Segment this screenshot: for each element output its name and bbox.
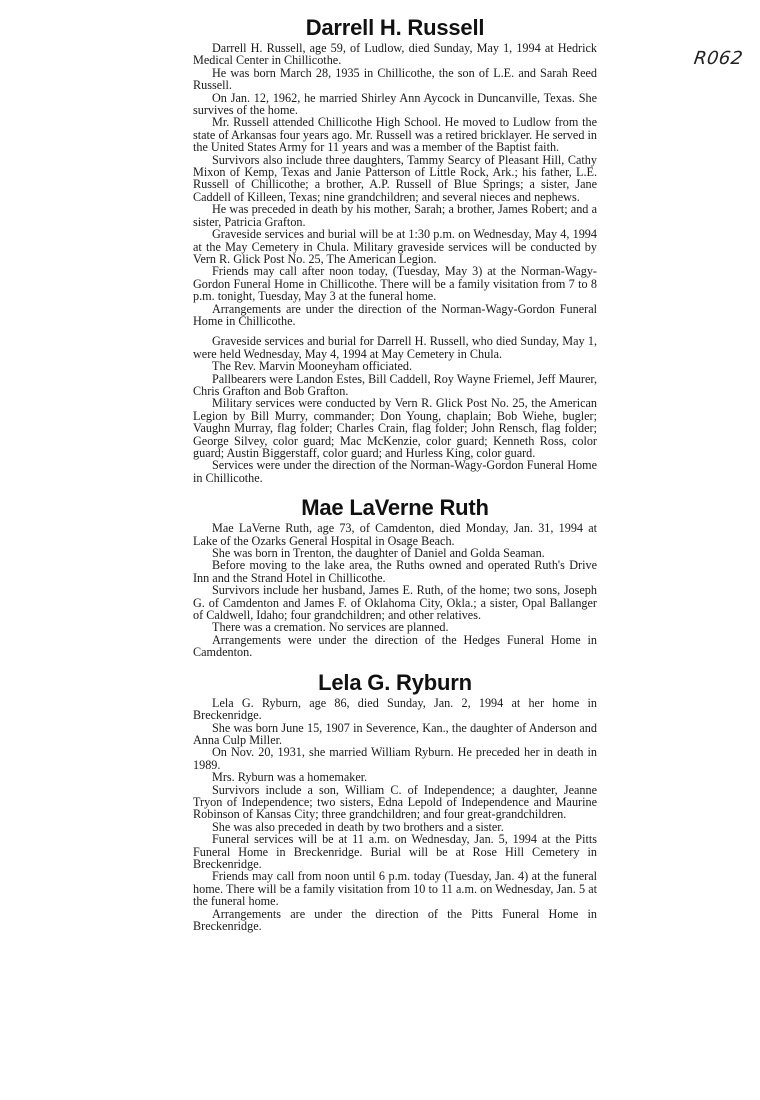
handwritten-reference-note: R062: [692, 48, 745, 69]
obituary-mae-ruth: [193, 496, 597, 658]
obituary-followup-paragraph: Pallbearers were Landon Estes, Bill Caddell, Roy Wayne Friemel, Jeff Maurer, Chris Grafton and Bob Grafton.: [193, 371, 597, 398]
obituary-heading: Lela G. Ryburn: [318, 669, 472, 695]
obituary-followup-paragraph: The Rev. Marvin Mooneyham officiated.: [212, 359, 413, 374]
obituary-paragraph: She was born in Trenton, the daughter of Daniel and Golda Seaman.: [212, 546, 545, 561]
obituary-paragraph: Survivors include her husband, James E. Ruth, of the home; two sons, Joseph G. of Camdenton and James F. of Oklahoma City, Okla.; a sister, Opal Ballanger of Caldwell, Idaho; four grandchildren; and other relatives.: [193, 583, 597, 623]
obituary-paragraph: She was born June 15, 1907 in Severence, Kan., the daughter of Anderson and Anna Culp Miller.: [193, 720, 597, 747]
obituary-followup-paragraph: Military services were conducted by Vern R. Glick Post No. 25, the American Legion by Bill Murry, commander; Don Young, chaplain; Bob Wiehe, bugler; Vaughn Murray, flag folder; Charles Crain, flag folder; John Rensch, flag folder; George Silvey, color guard; Mac McKenzie, color guard; Kenneth Ross, color guard; Austin Biggerstaff, color guard; and Hurless King, color guard.: [193, 396, 597, 460]
obituary-paragraph: Friends may call from noon until 6 p.m. today (Tuesday, Jan. 4) at the funeral home. There will be a family visitation from 10 to 11 a.m. on Wednesday, Jan. 5 at the funeral home.: [193, 869, 597, 909]
obituary-paragraph: Before moving to the lake area, the Ruths owned and operated Ruth's Drive Inn and the Strand Hotel in Chillicothe.: [193, 558, 597, 585]
obituary-paragraph: Arrangements were under the direction of the Hedges Funeral Home in Camdenton.: [193, 632, 597, 660]
obituary-paragraph: There was a cremation. No services are planned.: [212, 620, 449, 635]
obituary-paragraph: Graveside services and burial will be at 1:30 p.m. on Wednesday, May 4, 1994 at the May Cemetery in Chula. Military graveside services will be conducted by Vern R. Glick Post No. 25, The American Legion.: [193, 227, 597, 266]
obituary-darrell-russell: [193, 16, 597, 484]
obituary-paragraph: Arrangements are under the direction of the Pitts Funeral Home in Breckenridge.: [193, 906, 597, 933]
obituary-paragraph: Mae LaVerne Ruth, age 73, of Camdenton, died Monday, Jan. 31, 1994 at Lake of the Ozarks General Hospital in Osage Beach.: [193, 521, 597, 548]
obituary-paragraph: She was also preceded in death by two brothers and a sister.: [212, 819, 504, 834]
obituary-paragraph: He was preceded in death by his mother, Sarah; a brother, James Robert; and a sister, Patricia Grafton.: [193, 202, 597, 229]
obituary-paragraph: Lela G. Ryburn, age 86, died Sunday, Jan. 2, 1994 at her home in Breckenridge.: [193, 695, 597, 723]
obituary-lela-ryburn: [193, 671, 597, 933]
obituary-paragraph: Funeral services will be at 11 a.m. on Wednesday, Jan. 5, 1994 at the Pitts Funeral Home in Breckenridge. Burial will be at Rose Hill Cemetery in Breckenridge.: [193, 832, 597, 871]
obituary-paragraph: Mr. Russell attended Chillicothe High School. He moved to Ludlow from the state of Arkansas four years ago. Mr. Russell was a retired bricklayer. He served in the United States Army for 11 years and was a member of the Baptist faith.: [193, 115, 597, 155]
obituary-followup-paragraph: Graveside services and burial for Darrell H. Russell, who died Sunday, May 1, were held Wednesday, May 4, 1994 at May Cemetery in Chula.: [193, 334, 597, 361]
obituary-paragraph: On Jan. 12, 1962, he married Shirley Ann Aycock in Duncanville, Texas. She survives of the home.: [193, 90, 597, 118]
obituary-paragraph: Survivors include a son, William C. of Independence; a daughter, Jeanne Tryon of Independence; two sisters, Edna Lepold of Independence and Maurine Robinson of Kansas City; three grandchildren; and four great-grandchildren.: [193, 782, 597, 822]
obituary-paragraph: Friends may call after noon today, (Tuesday, May 3) at the Norman-Wagy-Gordon Funeral Home in Chillicothe. There will be a family visitation from 7 to 8 p.m. tonight, Tuesday, May 3 at the funeral home.: [193, 264, 597, 304]
obituary-followup-paragraph: Services were under the direction of the Norman-Wagy-Gordon Funeral Home in Chillicothe.: [193, 458, 597, 485]
obituary-heading: Mae LaVerne Ruth: [301, 495, 489, 521]
obituary-paragraph: On Nov. 20, 1931, she married William Ryburn. He preceded her in death in 1989.: [193, 745, 597, 772]
obituary-paragraph: Survivors also include three daughters, Tammy Searcy of Pleasant Hill, Cathy Mixon of Kemp, Texas and Janie Patterson of Little Rock, Ark.; his father, L.E. Russell of Chillicothe; a brother, A.P. Russell of Blue Springs; a sister, Jane Caddell of Killeen, Texas; nine grandchildren; and several nieces and nephews.: [193, 152, 597, 204]
obituary-column: [193, 16, 597, 932]
obituary-paragraph: He was born March 28, 1935 in Chillicothe, the son of L.E. and Sarah Reed Russell.: [193, 65, 597, 93]
obituary-paragraph: Mrs. Ryburn was a homemaker.: [212, 770, 368, 785]
obituary-paragraph: Arrangements are under the direction of the Norman-Wagy-Gordon Funeral Home in Chillicothe.: [193, 301, 597, 328]
obituary-paragraph: Darrell H. Russell, age 59, of Ludlow, died Sunday, May 1, 1994 at Hedrick Medical Center in Chillicothe.: [193, 41, 597, 68]
obituary-heading: Darrell H. Russell: [305, 15, 485, 40]
